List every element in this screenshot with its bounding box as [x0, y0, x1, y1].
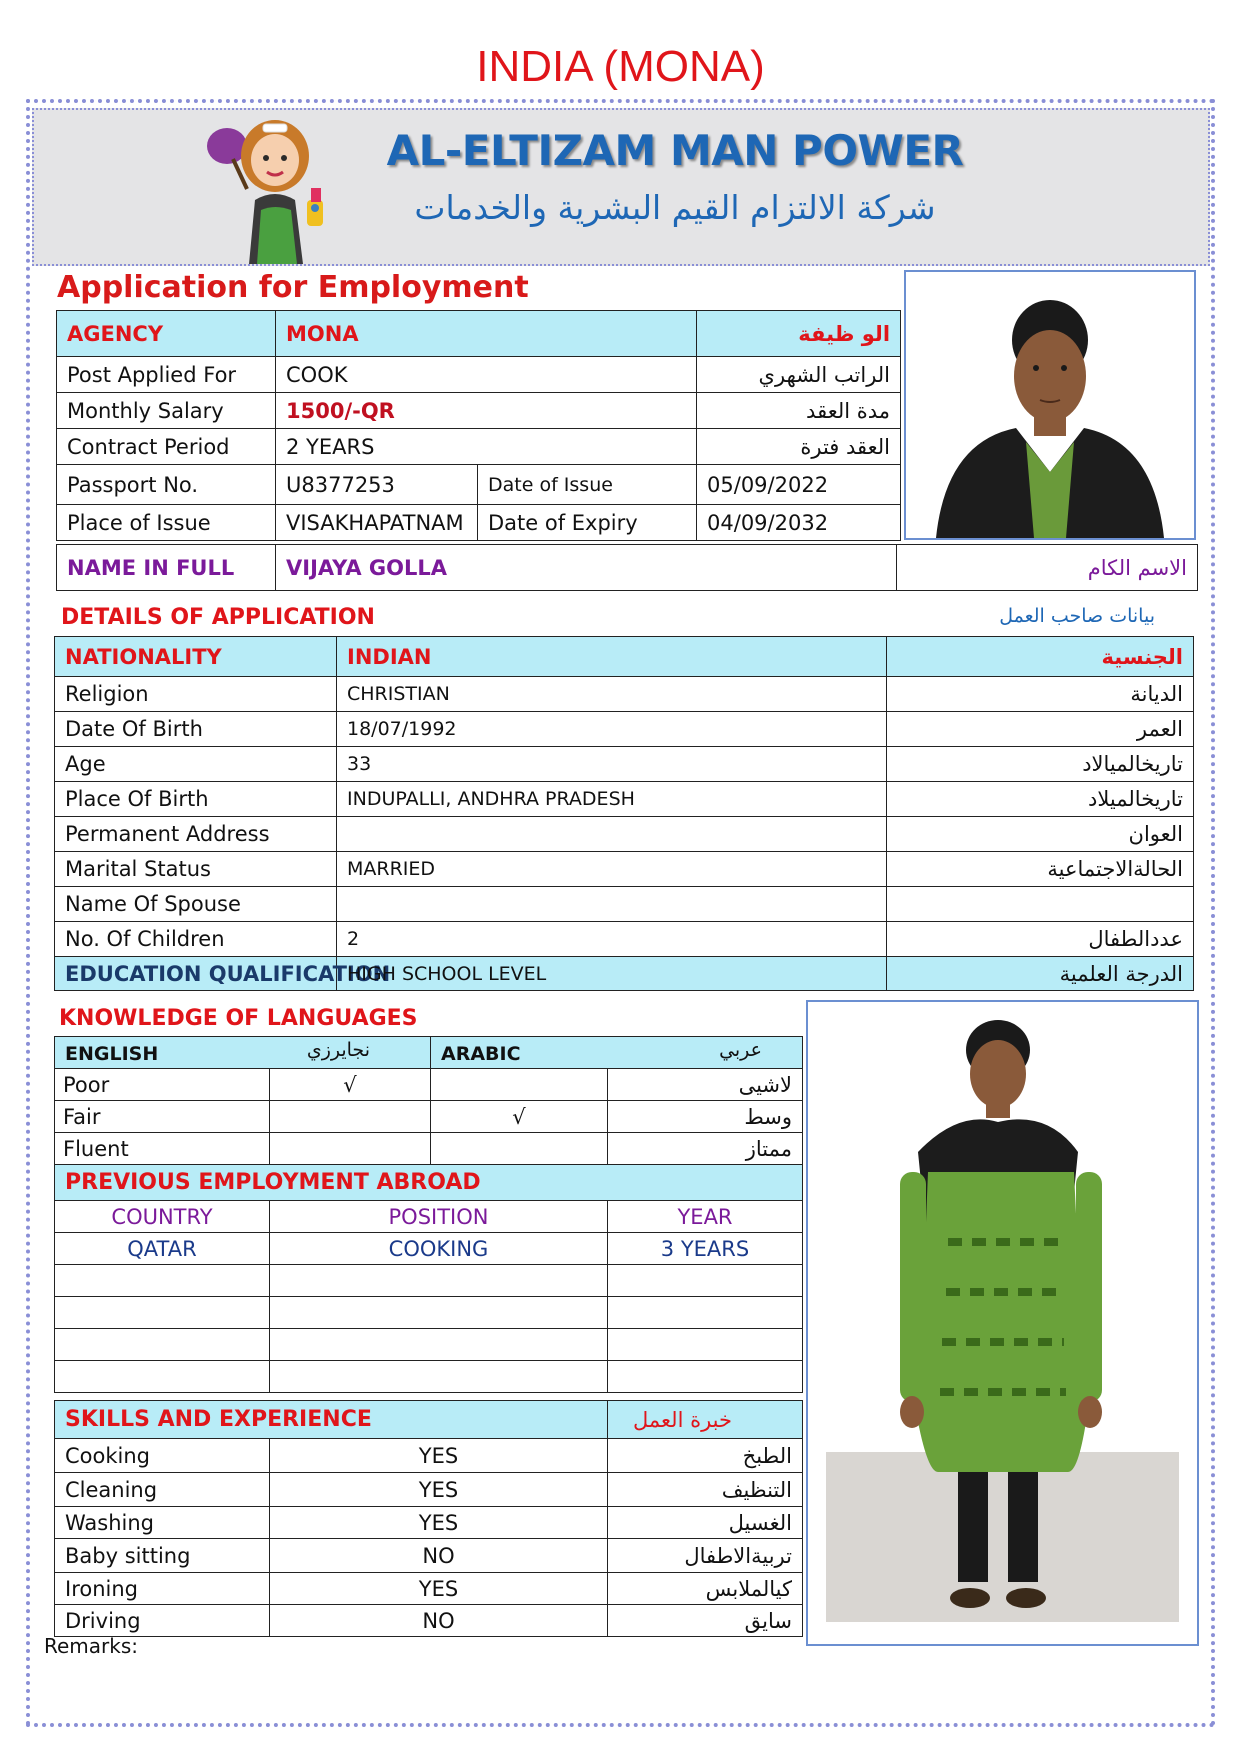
applicant-portrait-photo [904, 270, 1196, 540]
issue-date-label: Date of Issue [478, 465, 697, 505]
applicant-full-body-photo [806, 1000, 1199, 1646]
issue-date-value: 05/09/2022 [697, 465, 901, 505]
dob-label: Date Of Birth [55, 712, 337, 747]
contract-value: 2 YEARS [276, 429, 697, 465]
language-level-row [55, 1101, 803, 1133]
full-body-illustration [808, 1002, 1197, 1644]
col-year: YEAR [608, 1201, 803, 1233]
contract-row [57, 429, 901, 465]
passport-value: U8377253 [276, 465, 478, 505]
details-row [55, 712, 1194, 747]
empty-cell [608, 1297, 803, 1329]
fair-english-mark [270, 1101, 431, 1133]
skill-washing-value: YES [270, 1507, 608, 1539]
skill-ironing-label: Ironing [55, 1573, 270, 1605]
languages-header-row [55, 1037, 803, 1069]
english-label: ENGLISH [65, 1042, 159, 1065]
salary-ar: مدة العقد [697, 393, 901, 429]
skill-babysitting-ar: تربيةالاطفال [608, 1539, 803, 1573]
contract-label: Contract Period [57, 429, 276, 465]
name-ar: الاسم الكام [897, 545, 1198, 591]
skill-cleaning-label: Cleaning [55, 1473, 270, 1507]
table-row [55, 1265, 803, 1297]
name-label: NAME IN FULL [57, 545, 276, 591]
prev-country: QATAR [55, 1233, 270, 1265]
post-label: Post Applied For [57, 357, 276, 393]
place-value: VISAKHAPATNAM [276, 505, 478, 541]
skill-babysitting-value: NO [270, 1539, 608, 1573]
empty-cell [55, 1361, 270, 1393]
details-table [54, 636, 1194, 991]
skill-ironing-ar: كيالملابس [608, 1573, 803, 1605]
fluent-ar: ممتاز [608, 1133, 803, 1165]
prev-year: 3 YEARS [608, 1233, 803, 1265]
poor-ar: لاشيى [608, 1069, 803, 1101]
col-country: COUNTRY [55, 1201, 270, 1233]
details-row [55, 747, 1194, 782]
skill-row [55, 1539, 803, 1573]
marital-label: Marital Status [55, 852, 337, 887]
details-row [55, 852, 1194, 887]
maid-cartoon-icon [205, 114, 345, 264]
age-value: 33 [337, 747, 887, 782]
company-name-ar: شركة الالتزام القيم البشرية والخدمات [414, 188, 936, 227]
previous-header-row [55, 1201, 803, 1233]
address-label: Permanent Address [55, 817, 337, 852]
dob-ar: العمر [887, 712, 1194, 747]
children-label: No. Of Children [55, 922, 337, 957]
post-value: COOK [276, 357, 697, 393]
details-title-ar: بيانات صاحب العمل [999, 605, 1155, 627]
table-row [55, 1361, 803, 1393]
age-label: Age [55, 747, 337, 782]
skills-table [54, 1400, 803, 1637]
language-level-row [55, 1069, 803, 1101]
fair-ar: وسط [608, 1101, 803, 1133]
agency-label: AGENCY [57, 311, 276, 357]
skill-row [55, 1573, 803, 1605]
nationality-label: NATIONALITY [55, 637, 337, 677]
level-fluent-label: Fluent [55, 1133, 270, 1165]
page-title: INDIA (MONA) [476, 42, 765, 91]
education-ar: الدرجة العلمية [887, 957, 1194, 991]
contract-ar: العقد فترة [697, 429, 901, 465]
skill-driving-value: NO [270, 1605, 608, 1637]
nationality-row [55, 637, 1194, 677]
details-row [55, 887, 1194, 922]
name-table [56, 544, 1198, 591]
post-row [57, 357, 901, 393]
agency-ar: الو ظيفة [697, 311, 901, 357]
education-label: EDUCATION QUALIFICATION [55, 957, 337, 991]
empty-cell [55, 1329, 270, 1361]
portrait-illustration [906, 272, 1194, 538]
poor-english-mark: √ [270, 1069, 431, 1101]
empty-cell [608, 1265, 803, 1297]
table-row [55, 1297, 803, 1329]
education-value: HIGH SCHOOL LEVEL [337, 957, 887, 991]
religion-value: CHRISTIAN [337, 677, 887, 712]
languages-title: KNOWLEDGE OF LANGUAGES [59, 1006, 418, 1031]
col-position: POSITION [270, 1201, 608, 1233]
agency-value: MONA [276, 311, 697, 357]
skills-title-row [55, 1401, 803, 1439]
expiry-value: 04/09/2032 [697, 505, 901, 541]
skill-row [55, 1439, 803, 1473]
details-title: DETAILS OF APPLICATION [61, 605, 375, 630]
arabic-label: ARABIC [441, 1042, 521, 1065]
address-value [337, 817, 887, 852]
skill-row [55, 1473, 803, 1507]
english-ar: نجايرزي [306, 1039, 370, 1061]
skill-washing-label: Washing [55, 1507, 270, 1539]
skill-ironing-value: YES [270, 1573, 608, 1605]
spouse-value [337, 887, 887, 922]
religion-label: Religion [55, 677, 337, 712]
expiry-label: Date of Expiry [478, 505, 697, 541]
previous-employment-table [54, 1164, 803, 1393]
post-ar: الراتب الشهري [697, 357, 901, 393]
marital-value: MARRIED [337, 852, 887, 887]
salary-label: Monthly Salary [57, 393, 276, 429]
details-row [55, 782, 1194, 817]
fluent-arabic-mark [431, 1133, 608, 1165]
empty-cell [270, 1297, 608, 1329]
skill-driving-label: Driving [55, 1605, 270, 1637]
skill-row [55, 1507, 803, 1539]
birthplace-ar: تاريخالميلاد [887, 782, 1194, 817]
details-row [55, 817, 1194, 852]
level-fair-label: Fair [55, 1101, 270, 1133]
arabic-ar: عربي [719, 1039, 763, 1061]
empty-cell [55, 1297, 270, 1329]
nationality-ar: الجنسية [887, 637, 1194, 677]
company-name-en: AL-ELTIZAM MAN POWER [386, 126, 964, 175]
table-row [55, 1329, 803, 1361]
arabic-header [431, 1037, 803, 1069]
birthplace-label: Place Of Birth [55, 782, 337, 817]
previous-title-row [55, 1165, 803, 1201]
marital-ar: الحالةالاجتماعية [887, 852, 1194, 887]
skill-cleaning-ar: التنظيف [608, 1473, 803, 1507]
education-row [55, 957, 1194, 991]
religion-ar: الديانة [887, 677, 1194, 712]
empty-cell [270, 1265, 608, 1297]
skills-title-ar: خبرة العمل [608, 1401, 803, 1439]
passport-row [57, 465, 901, 505]
dob-value: 18/07/1992 [337, 712, 887, 747]
skill-washing-ar: الغسيل [608, 1507, 803, 1539]
employment-info-table [56, 310, 901, 541]
passport-label: Passport No. [57, 465, 276, 505]
empty-cell [55, 1265, 270, 1297]
english-header [55, 1037, 431, 1069]
place-row [57, 505, 901, 541]
prev-position: COOKING [270, 1233, 608, 1265]
details-row [55, 922, 1194, 957]
skill-babysitting-label: Baby sitting [55, 1539, 270, 1573]
skill-row [55, 1605, 803, 1637]
nationality-value: INDIAN [337, 637, 887, 677]
application-title: Application for Employment [57, 270, 529, 305]
previous-title: PREVIOUS EMPLOYMENT ABROAD [55, 1165, 803, 1201]
empty-cell [270, 1361, 608, 1393]
spouse-label: Name Of Spouse [55, 887, 337, 922]
language-level-row [55, 1133, 803, 1165]
skill-driving-ar: سايق [608, 1605, 803, 1637]
empty-cell [608, 1361, 803, 1393]
details-row [55, 677, 1194, 712]
name-value: VIJAYA GOLLA [276, 545, 897, 591]
salary-value: 1500/-QR [276, 393, 697, 429]
skills-title: SKILLS AND EXPERIENCE [55, 1401, 608, 1439]
agency-row [57, 311, 901, 357]
skill-cooking-ar: الطبخ [608, 1439, 803, 1473]
age-ar: تاريخالميالاد [887, 747, 1194, 782]
salary-row [57, 393, 901, 429]
skill-cooking-value: YES [270, 1439, 608, 1473]
spouse-ar [887, 887, 1194, 922]
children-value: 2 [337, 922, 887, 957]
place-label: Place of Issue [57, 505, 276, 541]
skill-cooking-label: Cooking [55, 1439, 270, 1473]
level-poor-label: Poor [55, 1069, 270, 1101]
languages-table [54, 1036, 803, 1165]
poor-arabic-mark [431, 1069, 608, 1101]
remarks-label: Remarks: [44, 1634, 139, 1658]
empty-cell [270, 1329, 608, 1361]
address-ar: العوان [887, 817, 1194, 852]
children-ar: عددالطفال [887, 922, 1194, 957]
fluent-english-mark [270, 1133, 431, 1165]
skill-cleaning-value: YES [270, 1473, 608, 1507]
name-row [57, 545, 1198, 591]
birthplace-value: INDUPALLI, ANDHRA PRADESH [337, 782, 887, 817]
empty-cell [608, 1329, 803, 1361]
table-row [55, 1233, 803, 1265]
fair-arabic-mark: √ [431, 1101, 608, 1133]
